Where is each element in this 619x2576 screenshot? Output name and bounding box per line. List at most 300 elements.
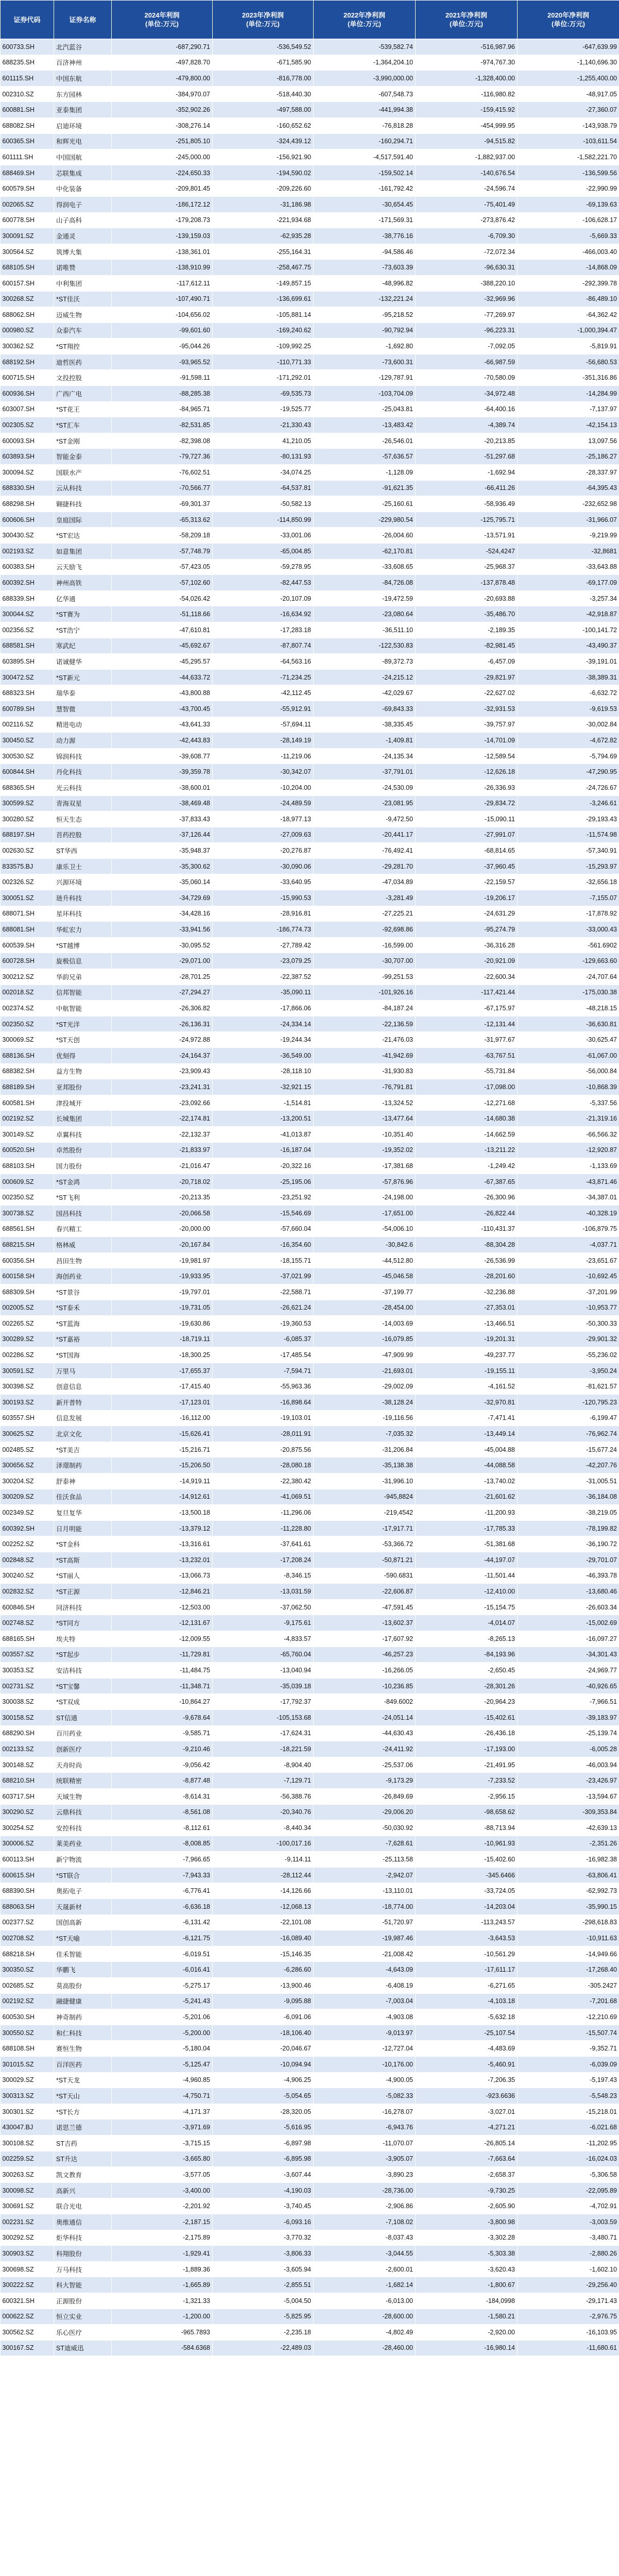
cell-security-code: 300148.SZ	[1, 1757, 54, 1773]
cell-net-profit-2021: -2,650.45	[416, 1663, 518, 1679]
cell-security-code: 600615.SH	[1, 1867, 54, 1883]
cell-net-profit-2023: -11,219.06	[213, 748, 314, 764]
cell-profit-2024: -18,300.25	[112, 1347, 213, 1363]
cell-net-profit-2023: -69,535.73	[213, 386, 314, 402]
cell-net-profit-2020: -22,990.99	[518, 181, 619, 197]
cell-security-code: 300222.SZ	[1, 2277, 54, 2293]
cell-net-profit-2020: -11,574.98	[518, 827, 619, 843]
cell-net-profit-2022: -2,906.86	[314, 2198, 416, 2214]
cell-net-profit-2023: -18,155.71	[213, 1252, 314, 1268]
cell-security-code: 002485.SZ	[1, 1442, 54, 1458]
cell-security-name: 得润电子	[54, 196, 112, 212]
cell-security-name: 长城集团	[54, 1111, 112, 1127]
cell-security-code: 688063.SH	[1, 1899, 54, 1915]
cell-net-profit-2023: -9,175.61	[213, 1615, 314, 1631]
cell-security-code: 002231.SZ	[1, 2214, 54, 2230]
cell-net-profit-2023: -105,881.14	[213, 307, 314, 323]
cell-net-profit-2023: -30,342.07	[213, 764, 314, 780]
cell-net-profit-2023: -7,129.71	[213, 1773, 314, 1789]
cell-net-profit-2021: -17,098.00	[416, 1079, 518, 1095]
cell-net-profit-2022: -28,454.00	[314, 1300, 416, 1316]
cell-net-profit-2021: -13,740.02	[416, 1473, 518, 1489]
cell-net-profit-2021: -5,460.91	[416, 2057, 518, 2073]
cell-security-name: 广西广电	[54, 386, 112, 402]
cell-security-code: 300006.SZ	[1, 1836, 54, 1852]
table-row	[1, 874, 619, 890]
cell-profit-2024: -37,126.44	[112, 827, 213, 843]
cell-profit-2024: -1,929.41	[112, 2246, 213, 2262]
cell-security-name: *ST泰禾	[54, 1300, 112, 1316]
cell-security-name: 安控科技	[54, 1820, 112, 1836]
cell-net-profit-2020: -34,301.43	[518, 1647, 619, 1663]
cell-security-name: 百川药业	[54, 1725, 112, 1741]
cell-security-name: 诺唯赞	[54, 260, 112, 276]
cell-security-code: 600733.SH	[1, 39, 54, 55]
cell-security-code: 600383.SH	[1, 559, 54, 575]
cell-net-profit-2022: -42,029.67	[314, 685, 416, 701]
table-row	[1, 953, 619, 969]
cell-profit-2024: -23,909.43	[112, 1063, 213, 1079]
cell-security-name: 国力股份	[54, 1158, 112, 1174]
table-row	[1, 1568, 619, 1584]
cell-security-name: 创新医疗	[54, 1741, 112, 1757]
cell-security-name: 复旦复华	[54, 1505, 112, 1521]
cell-net-profit-2023: -33,001.06	[213, 528, 314, 544]
cell-security-name: 迈威生物	[54, 307, 112, 323]
cell-profit-2024: -3,400.00	[112, 2182, 213, 2198]
cell-net-profit-2020: -5,819.91	[518, 338, 619, 354]
cell-security-code: 600392.SH	[1, 1520, 54, 1536]
cell-profit-2024: -8,561.08	[112, 1804, 213, 1820]
cell-net-profit-2020: -561.6902	[518, 937, 619, 953]
cell-net-profit-2021: -1,249.42	[416, 1158, 518, 1174]
cell-net-profit-2021: -15,090.11	[416, 811, 518, 827]
cell-profit-2024: -965.7893	[112, 2325, 213, 2341]
cell-net-profit-2020: -4,702.91	[518, 2198, 619, 2214]
cell-net-profit-2020: -56,000.84	[518, 1063, 619, 1079]
cell-security-name: 丹化科技	[54, 764, 112, 780]
cell-net-profit-2020: -12,920.87	[518, 1142, 619, 1158]
cell-net-profit-2022: -219,4542	[314, 1505, 416, 1521]
cell-security-code: 300656.SZ	[1, 1458, 54, 1473]
cell-security-code: 600581.SH	[1, 1095, 54, 1111]
header-profit-2024: 2024年利润 (单位:万元)	[112, 1, 213, 39]
cell-profit-2024: -20,718.02	[112, 1174, 213, 1190]
cell-security-name: 炬华科技	[54, 2230, 112, 2246]
cell-net-profit-2022: -1,364,204.10	[314, 55, 416, 71]
table-row	[1, 1883, 619, 1899]
cell-net-profit-2021: -33,724.05	[416, 1883, 518, 1899]
cell-net-profit-2023: -6,085.37	[213, 1331, 314, 1347]
cell-net-profit-2022: -4,802.49	[314, 2325, 416, 2341]
cell-net-profit-2023: -59,278.95	[213, 559, 314, 575]
cell-profit-2024: -6,636.18	[112, 1899, 213, 1915]
cell-net-profit-2022: -47,909.99	[314, 1347, 416, 1363]
cell-net-profit-2022: -94,586.46	[314, 244, 416, 260]
cell-net-profit-2022: -229,980.54	[314, 512, 416, 528]
cell-net-profit-2021: -454,999.95	[416, 117, 518, 133]
table-row	[1, 1001, 619, 1016]
cell-profit-2024: -8,614.31	[112, 1788, 213, 1804]
cell-security-code: 002630.SZ	[1, 843, 54, 859]
cell-net-profit-2021: -28,301.26	[416, 1678, 518, 1694]
cell-net-profit-2022: -171,569.31	[314, 212, 416, 228]
cell-net-profit-2022: -37,791.01	[314, 764, 416, 780]
cell-net-profit-2022: -84,726.08	[314, 575, 416, 591]
cell-security-code: 002286.SZ	[1, 1347, 54, 1363]
cell-net-profit-2023: -17,866.06	[213, 1001, 314, 1016]
cell-net-profit-2020: -40,926.65	[518, 1678, 619, 1694]
cell-net-profit-2023: -71,234.25	[213, 669, 314, 685]
table-row	[1, 433, 619, 449]
cell-profit-2024: -84,965.71	[112, 401, 213, 417]
cell-net-profit-2021: -388,220.10	[416, 275, 518, 291]
table-row	[1, 858, 619, 874]
cell-net-profit-2022: -25,537.06	[314, 1757, 416, 1773]
cell-security-name: 智能金泰	[54, 449, 112, 465]
cell-net-profit-2020: -86,489.10	[518, 291, 619, 307]
table-row	[1, 843, 619, 859]
cell-security-name: 新开普特	[54, 1395, 112, 1411]
cell-net-profit-2023: -6,286.60	[213, 1962, 314, 1978]
cell-net-profit-2022: -57,876.96	[314, 1174, 416, 1190]
cell-profit-2024: -11,484.75	[112, 1663, 213, 1679]
cell-security-code: 603893.SH	[1, 449, 54, 465]
cell-net-profit-2023: -6,093.16	[213, 2214, 314, 2230]
table-row	[1, 1820, 619, 1836]
cell-profit-2024: -19,731.05	[112, 1300, 213, 1316]
cell-net-profit-2022: -27,225.21	[314, 906, 416, 922]
cell-net-profit-2021: -20,213.85	[416, 433, 518, 449]
cell-security-code: 300698.SZ	[1, 2261, 54, 2277]
cell-net-profit-2023: -171,292.01	[213, 370, 314, 386]
cell-net-profit-2022: -24,051.14	[314, 1709, 416, 1725]
cell-net-profit-2023: -3,770.32	[213, 2230, 314, 2246]
cell-net-profit-2022: -45,046.58	[314, 1268, 416, 1284]
cell-net-profit-2021: -13,571.91	[416, 528, 518, 544]
cell-net-profit-2020: -5,548.23	[518, 2088, 619, 2104]
cell-net-profit-2022: -122,530.83	[314, 638, 416, 654]
cell-net-profit-2021: -27,991.07	[416, 827, 518, 843]
cell-profit-2024: -17,655.37	[112, 1363, 213, 1379]
cell-net-profit-2021: -26,436.18	[416, 1725, 518, 1741]
cell-security-code: 300212.SZ	[1, 969, 54, 985]
cell-profit-2024: -21,833.97	[112, 1142, 213, 1158]
table-row	[1, 528, 619, 544]
cell-profit-2024: -57,748.79	[112, 544, 213, 560]
cell-net-profit-2021: -2,956.15	[416, 1788, 518, 1804]
cell-security-name: *ST天龙	[54, 2072, 112, 2088]
cell-net-profit-2021: -9,730.25	[416, 2182, 518, 2198]
cell-net-profit-2021: -923.6636	[416, 2088, 518, 2104]
cell-net-profit-2022: -11,070.07	[314, 2135, 416, 2151]
cell-profit-2024: -38,469.48	[112, 795, 213, 811]
cell-security-name: ST升达	[54, 2151, 112, 2167]
cell-net-profit-2021: -34,972.48	[416, 386, 518, 402]
cell-net-profit-2020: -9,352.71	[518, 2041, 619, 2057]
table-row	[1, 1663, 619, 1679]
table-row	[1, 354, 619, 370]
cell-net-profit-2020: -36,630.81	[518, 1016, 619, 1032]
cell-profit-2024: -44,633.72	[112, 669, 213, 685]
cell-net-profit-2020: -15,218.01	[518, 2104, 619, 2120]
cell-net-profit-2023: -80,131.93	[213, 449, 314, 465]
cell-net-profit-2020: -351,316.86	[518, 370, 619, 386]
cell-profit-2024: -95,044.26	[112, 338, 213, 354]
cell-security-code: 300625.SZ	[1, 1426, 54, 1442]
table-row	[1, 1347, 619, 1363]
cell-profit-2024: -14,919.11	[112, 1473, 213, 1489]
cell-net-profit-2020: -120,795.23	[518, 1395, 619, 1411]
cell-net-profit-2021: -44,088.58	[416, 1458, 518, 1473]
cell-net-profit-2022: -95,218.52	[314, 307, 416, 323]
cell-net-profit-2023: -8,346.15	[213, 1568, 314, 1584]
cell-security-name: 文投控股	[54, 370, 112, 386]
cell-net-profit-2021: -15,402.61	[416, 1709, 518, 1725]
cell-net-profit-2023: -19,360.53	[213, 1316, 314, 1332]
cell-security-name: *ST天创	[54, 1032, 112, 1048]
cell-net-profit-2022: -101,926.16	[314, 985, 416, 1001]
cell-profit-2024: -30,095.52	[112, 937, 213, 953]
cell-security-name: 统联精密	[54, 1773, 112, 1789]
cell-profit-2024: -8,877.48	[112, 1773, 213, 1789]
cell-net-profit-2021: -96,630.31	[416, 260, 518, 276]
cell-security-name: *ST宏达	[54, 528, 112, 544]
cell-net-profit-2022: -13,110.01	[314, 1883, 416, 1899]
cell-net-profit-2021: -26,805.14	[416, 2135, 518, 2151]
cell-net-profit-2021: -3,800.98	[416, 2214, 518, 2230]
cell-net-profit-2022: -22,606.87	[314, 1584, 416, 1600]
cell-net-profit-2020: -15,293.97	[518, 858, 619, 874]
cell-security-code: 300530.SZ	[1, 748, 54, 764]
cell-net-profit-2023: -105,153.68	[213, 1709, 314, 1725]
cell-net-profit-2021: -3,643.53	[416, 1930, 518, 1946]
table-row	[1, 1773, 619, 1789]
table-row	[1, 370, 619, 386]
cell-security-name: *ST花王	[54, 401, 112, 417]
cell-net-profit-2021: -26,336.93	[416, 779, 518, 795]
cell-security-code: 000980.SZ	[1, 323, 54, 338]
cell-net-profit-2023: -3,607.44	[213, 2167, 314, 2183]
cell-net-profit-2021: -64,400.16	[416, 401, 518, 417]
cell-net-profit-2021: -4,483.69	[416, 2041, 518, 2057]
cell-security-name: 康乐卫士	[54, 858, 112, 874]
cell-net-profit-2023: -5,004.50	[213, 2293, 314, 2309]
cell-profit-2024: -4,750.71	[112, 2088, 213, 2104]
cell-net-profit-2023: -62,935.28	[213, 228, 314, 244]
table-row	[1, 2167, 619, 2183]
cell-profit-2024: -224,650.33	[112, 165, 213, 181]
cell-net-profit-2020: -31,005.51	[518, 1473, 619, 1489]
table-row	[1, 1268, 619, 1284]
cell-net-profit-2023: -23,079.25	[213, 953, 314, 969]
cell-security-code: 600392.SH	[1, 575, 54, 591]
cell-net-profit-2020: -9,619.53	[518, 701, 619, 717]
cell-security-code: 002685.SZ	[1, 1978, 54, 1994]
cell-net-profit-2022: -607,548.73	[314, 86, 416, 102]
cell-profit-2024: -1,200.00	[112, 2309, 213, 2325]
table-row	[1, 86, 619, 102]
cell-security-code: 002377.SZ	[1, 1914, 54, 1930]
cell-security-code: 002731.SZ	[1, 1678, 54, 1694]
table-row	[1, 228, 619, 244]
cell-net-profit-2020: -24,969.77	[518, 1663, 619, 1679]
cell-net-profit-2023: -16,187.04	[213, 1142, 314, 1158]
header-security-code: 证券代码	[1, 1, 54, 39]
cell-security-name: *ST联合	[54, 1867, 112, 1883]
cell-net-profit-2022: -7,628.61	[314, 1836, 416, 1852]
cell-net-profit-2023: -57,694.11	[213, 717, 314, 733]
cell-net-profit-2020: -66,566.32	[518, 1126, 619, 1142]
cell-profit-2024: -35,948.37	[112, 843, 213, 859]
cell-net-profit-2023: -13,900.46	[213, 1978, 314, 1994]
cell-security-name: *ST佳沃	[54, 291, 112, 307]
cell-net-profit-2020: -7,155.07	[518, 890, 619, 906]
cell-net-profit-2021: -17,785.33	[416, 1520, 518, 1536]
table-row	[1, 2340, 619, 2355]
cell-security-code: 833575.BJ	[1, 858, 54, 874]
cell-net-profit-2023: -50,582.13	[213, 496, 314, 512]
table-row	[1, 417, 619, 433]
cell-profit-2024: -82,398.08	[112, 433, 213, 449]
cell-net-profit-2021: -20,693.88	[416, 590, 518, 606]
table-row	[1, 1505, 619, 1521]
cell-net-profit-2023: -221,934.68	[213, 212, 314, 228]
cell-security-name: 云天励飞	[54, 559, 112, 575]
cell-net-profit-2020: -31,966.07	[518, 512, 619, 528]
cell-net-profit-2020: -32,656.18	[518, 874, 619, 890]
cell-security-code: 600844.SH	[1, 764, 54, 780]
cell-net-profit-2022: -21,476.03	[314, 1032, 416, 1048]
cell-net-profit-2022: -2,600.01	[314, 2261, 416, 2277]
cell-security-name: 日月明能	[54, 1520, 112, 1536]
cell-net-profit-2023: -28,112.44	[213, 1867, 314, 1883]
cell-security-code: 600715.SH	[1, 370, 54, 386]
cell-profit-2024: -26,306.82	[112, 1001, 213, 1016]
cell-security-code: 688339.SH	[1, 590, 54, 606]
cell-net-profit-2023: -3,605.94	[213, 2261, 314, 2277]
cell-profit-2024: -5,200.00	[112, 2025, 213, 2041]
cell-net-profit-2021: -26,822.44	[416, 1205, 518, 1221]
cell-net-profit-2023: -22,489.03	[213, 2340, 314, 2355]
cell-net-profit-2023: -65,760.04	[213, 1647, 314, 1663]
cell-security-code: 688323.SH	[1, 685, 54, 701]
cell-security-code: 300290.SZ	[1, 1804, 54, 1820]
cell-security-name: 创意信息	[54, 1379, 112, 1395]
table-row	[1, 748, 619, 764]
cell-net-profit-2020: -36,184.08	[518, 1489, 619, 1505]
cell-net-profit-2020: -6,021.68	[518, 2120, 619, 2136]
cell-net-profit-2022: -29,002.09	[314, 1379, 416, 1395]
cell-net-profit-2023: -27,009.63	[213, 827, 314, 843]
cell-net-profit-2020: -14,949.66	[518, 1946, 619, 1962]
cell-net-profit-2021: -72,072.34	[416, 244, 518, 260]
cell-security-name: 慧智微	[54, 701, 112, 717]
cell-net-profit-2020: -26,603.34	[518, 1599, 619, 1615]
cell-net-profit-2021: -14,680.38	[416, 1111, 518, 1127]
cell-security-code: 300268.SZ	[1, 291, 54, 307]
table-row	[1, 906, 619, 922]
cell-security-name: 翱捷科技	[54, 496, 112, 512]
cell-security-name: 和仁科技	[54, 2025, 112, 2041]
cell-net-profit-2023: -30,090.06	[213, 858, 314, 874]
cell-net-profit-2023: 41,210.05	[213, 433, 314, 449]
cell-security-code: 300562.SZ	[1, 2325, 54, 2341]
cell-net-profit-2020: -16,982.38	[518, 1852, 619, 1868]
table-row	[1, 1016, 619, 1032]
cell-security-name: ST华西	[54, 843, 112, 859]
cell-net-profit-2023: -255,164.31	[213, 244, 314, 260]
cell-net-profit-2023: -28,320.05	[213, 2104, 314, 2120]
cell-net-profit-2020: -3,480.71	[518, 2230, 619, 2246]
cell-net-profit-2021: -125,795.71	[416, 512, 518, 528]
cell-net-profit-2020: -2,880.26	[518, 2246, 619, 2262]
table-body	[1, 39, 619, 2356]
cell-security-name: 佳沃食品	[54, 1489, 112, 1505]
cell-net-profit-2022: -12,727.04	[314, 2041, 416, 2057]
cell-security-code: 688469.SH	[1, 165, 54, 181]
cell-net-profit-2022: -17,917.71	[314, 1520, 416, 1536]
cell-net-profit-2023: -3,740.45	[213, 2198, 314, 2214]
cell-net-profit-2021: -113,243.57	[416, 1914, 518, 1930]
cell-net-profit-2020: -48,917.05	[518, 86, 619, 102]
cell-net-profit-2020: -305.2427	[518, 1978, 619, 1994]
cell-net-profit-2022: -159,502.14	[314, 165, 416, 181]
cell-security-name: 正源股份	[54, 2293, 112, 2309]
cell-security-code: 688210.SH	[1, 1773, 54, 1789]
cell-net-profit-2021: -8,265.13	[416, 1631, 518, 1647]
cell-net-profit-2022: -10,351.40	[314, 1126, 416, 1142]
cell-net-profit-2020: -16,024.03	[518, 2151, 619, 2167]
cell-security-code: 300193.SZ	[1, 1395, 54, 1411]
cell-security-code: 603557.SH	[1, 1410, 54, 1426]
cell-net-profit-2023: -37,021.99	[213, 1268, 314, 1284]
cell-net-profit-2023: -37,062.50	[213, 1599, 314, 1615]
cell-security-code: 600158.SH	[1, 1268, 54, 1284]
cell-profit-2024: -6,016.41	[112, 1962, 213, 1978]
cell-profit-2024: -9,210.46	[112, 1741, 213, 1757]
table-row	[1, 2214, 619, 2230]
cell-security-code: 002310.SZ	[1, 86, 54, 102]
cell-security-code: 300353.SZ	[1, 1663, 54, 1679]
cell-net-profit-2021: -96,223.31	[416, 323, 518, 338]
cell-security-code: 688108.SH	[1, 2041, 54, 2057]
cell-profit-2024: -4,960.85	[112, 2072, 213, 2088]
cell-net-profit-2022: -590.6831	[314, 1568, 416, 1584]
cell-net-profit-2020: -43,871.46	[518, 1174, 619, 1190]
cell-net-profit-2020: -10,868.39	[518, 1079, 619, 1095]
cell-net-profit-2022: -36,511.10	[314, 622, 416, 638]
cell-security-code: 300108.SZ	[1, 2135, 54, 2151]
table-row	[1, 1584, 619, 1600]
cell-profit-2024: -51,118.66	[112, 606, 213, 622]
cell-net-profit-2023: -109,992.25	[213, 338, 314, 354]
cell-net-profit-2020: -103,611.54	[518, 133, 619, 149]
cell-profit-2024: -687,290.71	[112, 39, 213, 55]
cell-net-profit-2023: -16,898.64	[213, 1395, 314, 1411]
cell-profit-2024: -2,187.15	[112, 2214, 213, 2230]
cell-net-profit-2023: -194,590.02	[213, 165, 314, 181]
cell-net-profit-2023: -57,660.04	[213, 1221, 314, 1237]
cell-net-profit-2020: -175,030.38	[518, 985, 619, 1001]
cell-net-profit-2022: -16,599.00	[314, 937, 416, 953]
cell-security-name: *ST嘉裕	[54, 1331, 112, 1347]
table-row	[1, 685, 619, 701]
cell-security-code: 002748.SZ	[1, 1615, 54, 1631]
cell-profit-2024: -42,443.83	[112, 733, 213, 749]
cell-profit-2024: -22,132.37	[112, 1126, 213, 1142]
cell-net-profit-2020: -37,201.99	[518, 1284, 619, 1300]
